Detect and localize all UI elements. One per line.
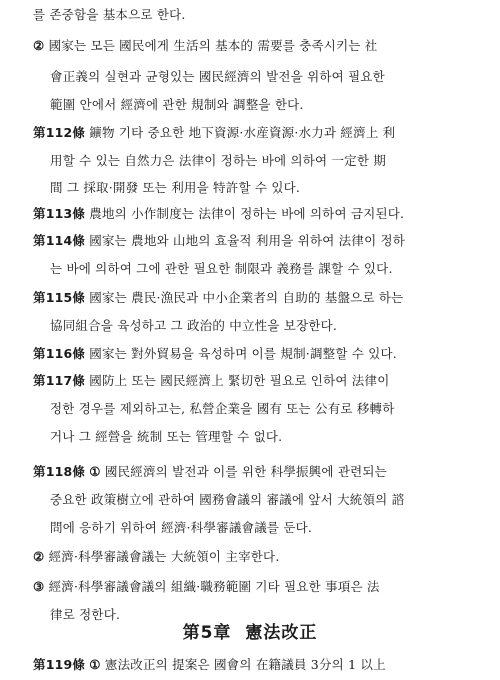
text-line [50, 491, 500, 509]
article-117 [33, 372, 500, 390]
line-text: 鑛物 기타 중요한 地下資源·水産資源·水力과 經濟上 利 [89, 125, 396, 140]
line-text: 중요한 政策樹立에 관하여 國務會議의 審議에 앞서 大統領의 諮 [50, 492, 405, 507]
line-text: 憲法改正의 提案은 國會의 在籍議員 3分의 1 以上 [104, 657, 386, 672]
article-number: 第117條 [33, 373, 86, 388]
article-119 [33, 656, 500, 674]
line-text: 國家는 對外貿易을 육성하며 이를 規制·調整할 수 있다. [89, 346, 397, 361]
article-number: 第119條 [33, 657, 86, 672]
paragraph-2 [33, 548, 500, 566]
line-text: 를 존중함을 基本으로 한다. [33, 7, 186, 22]
line-text: 用할 수 있는 自然力은 法律이 정하는 바에 의하여 一定한 期 [50, 153, 386, 168]
text-line [50, 400, 500, 418]
text-line [50, 317, 500, 335]
line-text: 國家는 모든 國民에게 生活의 基本的 需要를 충족시키는 社 [48, 38, 378, 53]
article-116 [33, 345, 500, 363]
line-text: 國防上 또는 國民經濟上 緊切한 필요로 인하여 法律이 [89, 373, 390, 388]
paragraph-number: ② [33, 38, 45, 53]
line-text: 는 바에 의하여 그에 관한 필요한 制限과 義務를 課할 수 있다. [50, 261, 393, 276]
paragraph-2 [33, 37, 500, 55]
article-number: 第116條 [33, 346, 86, 361]
paragraph-number: ③ [33, 579, 45, 594]
text-line [50, 96, 500, 114]
text-line [50, 519, 500, 537]
line-text: 經濟·科學審議會議의 組織·職務範圍 기타 필요한 事項은 法 [48, 579, 380, 594]
line-text: 經濟·科學審議會議는 大統領이 主宰한다. [48, 549, 280, 564]
line-text: 會正義의 실현과 균형있는 國民經濟의 발전을 위하여 필요한 [50, 69, 385, 84]
text-line [50, 428, 500, 446]
article-118 [33, 463, 500, 481]
article-113 [33, 205, 500, 223]
article-number: 第115條 [33, 290, 86, 305]
paragraph-number: ② [33, 549, 45, 564]
text-line [50, 152, 500, 170]
article-115 [33, 289, 500, 307]
line-text: 範圍 안에서 經濟에 관한 規制와 調整을 한다. [50, 97, 304, 112]
line-text: 國民經濟의 발전과 이를 위한 科學振興에 관련되는 [104, 464, 387, 479]
article-112 [33, 124, 500, 142]
paragraph-number: ① [89, 464, 101, 479]
text-line [50, 179, 500, 197]
text-line [33, 6, 500, 24]
line-text: 정한 경우를 제외하고는, 私營企業을 國有 또는 公有로 移轉하 [50, 401, 395, 416]
chapter-title: 憲法改正 [245, 623, 318, 643]
article-number: 第114條 [33, 233, 86, 248]
paragraph-3 [33, 578, 500, 596]
article-number: 第112條 [33, 125, 86, 140]
text-line [50, 68, 500, 86]
line-text: 거나 그 經營을 統制 또는 管理할 수 없다. [50, 429, 283, 444]
line-text: 律로 정한다. [50, 607, 121, 622]
article-114 [33, 232, 500, 250]
chapter-heading [0, 618, 500, 643]
article-number: 第113條 [33, 206, 86, 221]
line-text: 協同組合을 육성하고 그 政治的 中立性을 보장한다. [50, 318, 338, 333]
text-line [50, 260, 500, 278]
chapter-number: 第5章 [182, 623, 232, 643]
line-text: 國家는 農民·漁民과 中小企業者의 自助的 基盤으로 하는 [89, 290, 404, 305]
article-number: 第118條 [33, 464, 86, 479]
line-text: 農地의 小作制度는 法律이 정하는 바에 의하여 금지된다. [89, 206, 405, 221]
line-text: 國家는 農地와 山地의 효율적 利用을 위하여 法律이 정하 [89, 233, 406, 248]
paragraph-number: ① [89, 657, 101, 672]
line-text: 問에 응하기 위하여 經濟·科學審議會議를 둔다. [50, 520, 313, 535]
line-text: 間 그 採取·開發 또는 利用을 特許할 수 있다. [50, 180, 301, 195]
